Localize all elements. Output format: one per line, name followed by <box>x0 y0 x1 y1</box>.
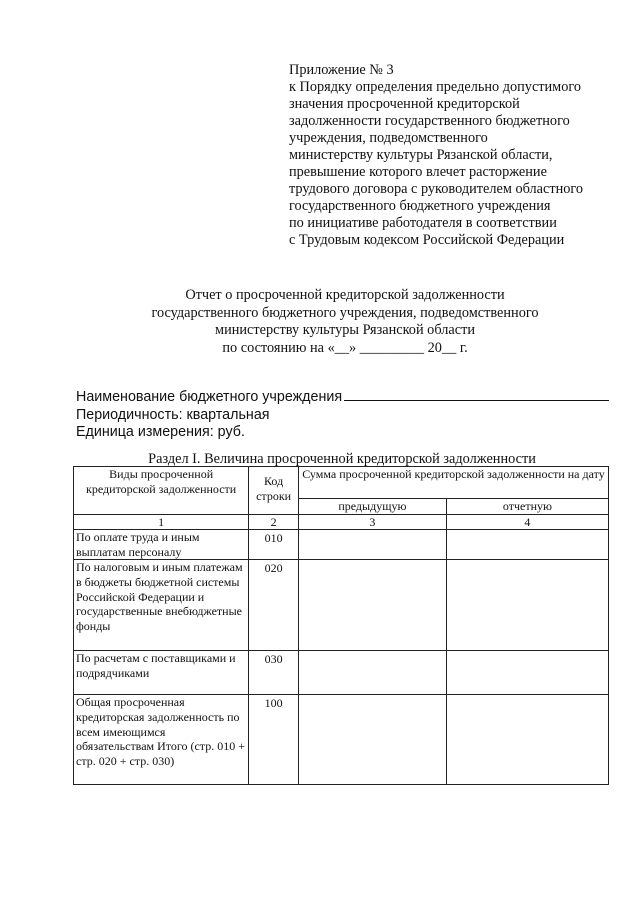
section-title: Раздел I. Величина просроченной кредиторской задолженности <box>148 451 536 467</box>
column-number: 2 <box>249 514 299 530</box>
periodicity-text: Периодичность: квартальная <box>76 406 270 423</box>
row-previous-value[interactable] <box>298 530 446 560</box>
report-title-line: государственного бюджетного учреждения, подведомственного <box>151 304 539 321</box>
appendix-line: государственного бюджетного учреждения <box>289 198 551 214</box>
appendix-line: с Трудовым кодексом Российской Федерации <box>289 232 565 248</box>
column-number: 4 <box>446 514 608 530</box>
report-meta <box>76 388 616 442</box>
institution-label: Наименование бюджетного учреждения <box>76 389 343 405</box>
table-row <box>74 651 609 695</box>
header-code: Код строки <box>249 467 299 515</box>
column-number: 1 <box>74 514 249 530</box>
appendix-line: превышение которого влечет расторжение <box>289 164 547 180</box>
row-current-value[interactable] <box>446 530 608 560</box>
row-previous-value[interactable] <box>298 560 446 651</box>
table-header-row <box>74 467 609 499</box>
institution-blank-line <box>344 388 609 401</box>
row-label: По расчетам с поставщиками и подрядчиками <box>74 651 249 695</box>
appendix-line: трудового договора с руководителем областного <box>289 181 584 197</box>
appendix-line: министерству культуры Рязанской области, <box>289 147 553 163</box>
header-previous: предыдущую <box>298 499 446 515</box>
appendix-line: задолженности государственного бюджетного <box>289 113 570 129</box>
row-previous-value[interactable] <box>298 695 446 785</box>
header-sum: Сумма просроченной кредиторской задолженности на дату <box>298 467 608 499</box>
appendix-line: значения просроченной кредиторской <box>289 96 520 112</box>
column-number: 3 <box>298 514 446 530</box>
appendix-line: Приложение № 3 <box>289 62 394 78</box>
row-label: По налоговым и иным платежам в бюджеты бюджетной системы Российской Федерации и государственные внебюджетные фонды <box>74 560 249 651</box>
debt-table <box>73 466 609 785</box>
row-label: Общая просроченная кредиторская задолженность по всем имеющимся обязательствам Итого (стр. 010 + стр. 020 + стр. 030) <box>74 695 249 785</box>
row-code: 100 <box>249 695 299 785</box>
appendix-line: учреждения, подведомственного <box>289 130 488 146</box>
row-current-value[interactable] <box>446 651 608 695</box>
row-previous-value[interactable] <box>298 651 446 695</box>
appendix-line: по инициативе работодателя в соответствии <box>289 215 557 231</box>
unit-text: Единица измерения: руб. <box>76 424 245 440</box>
header-current: отчетную <box>446 499 608 515</box>
report-date-line: по состоянию на «__» _________ 20__ г. <box>222 339 468 356</box>
row-label: По оплате труда и иным выплатам персоналу <box>74 530 249 560</box>
row-code: 030 <box>249 651 299 695</box>
column-numbers-row <box>74 514 609 530</box>
appendix-line: к Порядку определения предельно допустимого <box>289 79 582 95</box>
report-title-line: министерству культуры Рязанской области <box>215 322 475 338</box>
row-current-value[interactable] <box>446 560 608 651</box>
report-title <box>60 287 630 357</box>
report-title-line: Отчет о просроченной кредиторской задолженности <box>185 287 505 303</box>
table-row <box>74 530 609 560</box>
appendix-block <box>289 62 619 249</box>
table-row <box>74 560 609 651</box>
header-type: Виды просроченной кредиторской задолженности <box>74 467 249 515</box>
row-current-value[interactable] <box>446 695 608 785</box>
row-code: 020 <box>249 560 299 651</box>
table-row <box>74 695 609 785</box>
institution-row <box>76 388 616 407</box>
row-code: 010 <box>249 530 299 560</box>
